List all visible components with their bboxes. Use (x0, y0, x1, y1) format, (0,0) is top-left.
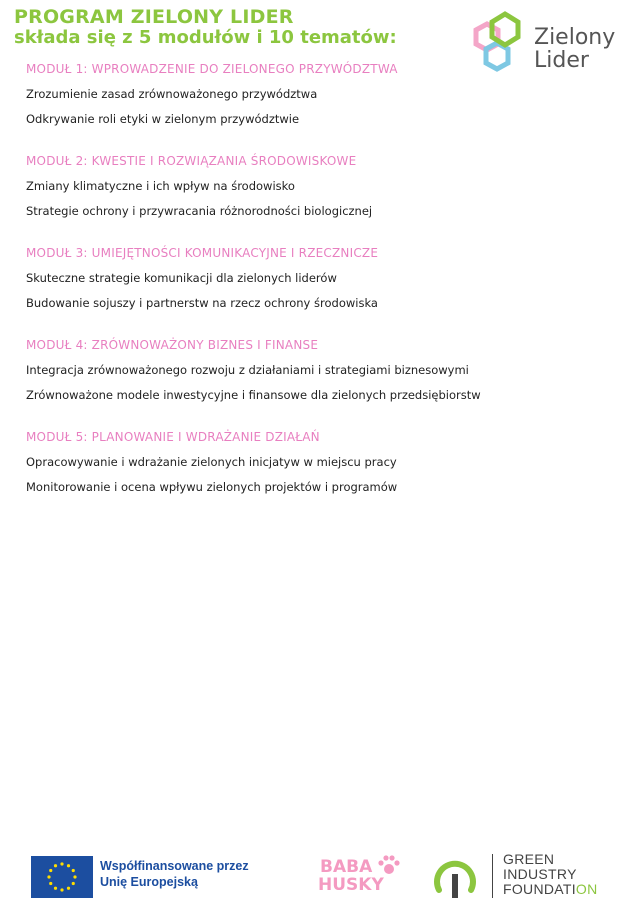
topic-item: Zrozumienie zasad zrównoważonego przywództwa (26, 87, 318, 101)
module-3 (26, 245, 606, 311)
baba-husky-line1: BABA (320, 857, 373, 877)
baba-husky-line2: HUSKY (318, 875, 384, 895)
module-1 (26, 61, 606, 127)
footer-logos (0, 848, 627, 900)
topic-item: Zrównoważone modele inwestycyjne i finansowe dla zielonych przedsiębiorstw (26, 388, 481, 402)
green-industry-foundation-text (503, 852, 598, 897)
topic-item: Integracja zrównoważonego rozwoju z działaniami i strategiami biznesowymi (26, 363, 469, 377)
gif-line1: GREEN (503, 851, 555, 867)
logo-divider (492, 854, 493, 898)
module-2 (26, 153, 606, 219)
module-4 (26, 337, 606, 403)
topic-item: Opracowywanie i wdrażanie zielonych inicjatyw w miejscu pracy (26, 455, 397, 469)
topic-item: Budowanie sojuszy i partnerstw na rzecz ochrony środowiska (26, 296, 378, 310)
topic-item: Strategie ochrony i przywracania różnorodności biologicznej (26, 204, 373, 218)
eu-cofinancing-text (100, 858, 249, 890)
page-subtitle: składa się z 5 modułów i 10 tematów: (14, 27, 397, 48)
gif-line3-accent: ON (575, 881, 598, 897)
module-title: MODUŁ 5: PLANOWANIE I WDRAŻANIE DZIAŁAŃ (26, 430, 320, 444)
baba-husky-logo (318, 854, 404, 898)
module-title: MODUŁ 4: ZRÓWNOWAŻONY BIZNES I FINANSE (26, 338, 319, 352)
gif-line3-main: FOUNDATI (503, 881, 576, 897)
modules-list (26, 61, 606, 505)
gif-line3 (503, 882, 598, 897)
topic-item: Odkrywanie roli etyki w zielonym przywództwie (26, 112, 300, 126)
eu-flag-icon (31, 856, 93, 898)
eu-text-line1: Współfinansowane przez (100, 859, 249, 873)
eu-text-line2: Unię Europejską (100, 875, 198, 889)
logo-word-lider: Lider (534, 48, 589, 73)
green-industry-foundation-icon (430, 852, 480, 900)
module-title: MODUŁ 1: WPROWADZENIE DO ZIELONEGO PRZYWÓDZTWA (26, 62, 398, 76)
gif-line2: INDUSTRY (503, 866, 577, 882)
page-header (14, 6, 434, 48)
module-title: MODUŁ 2: KWESTIE I ROZWIĄZANIA ŚRODOWISKOWE (26, 154, 357, 168)
topic-item: Zmiany klimatyczne i ich wpływ na środowisko (26, 179, 295, 193)
topic-item: Monitorowanie i ocena wpływu zielonych projektów i programów (26, 480, 398, 494)
page-title: PROGRAM ZIELONY LIDER (14, 6, 294, 28)
logo-word-zielony: Zielony (534, 25, 616, 50)
topic-item: Skuteczne strategie komunikacji dla zielonych liderów (26, 271, 337, 285)
module-5 (26, 429, 606, 495)
paw-icon (376, 854, 402, 876)
module-title: MODUŁ 3: UMIEJĘTNOŚCI KOMUNIKACYJNE I RZECZNICZE (26, 246, 379, 260)
